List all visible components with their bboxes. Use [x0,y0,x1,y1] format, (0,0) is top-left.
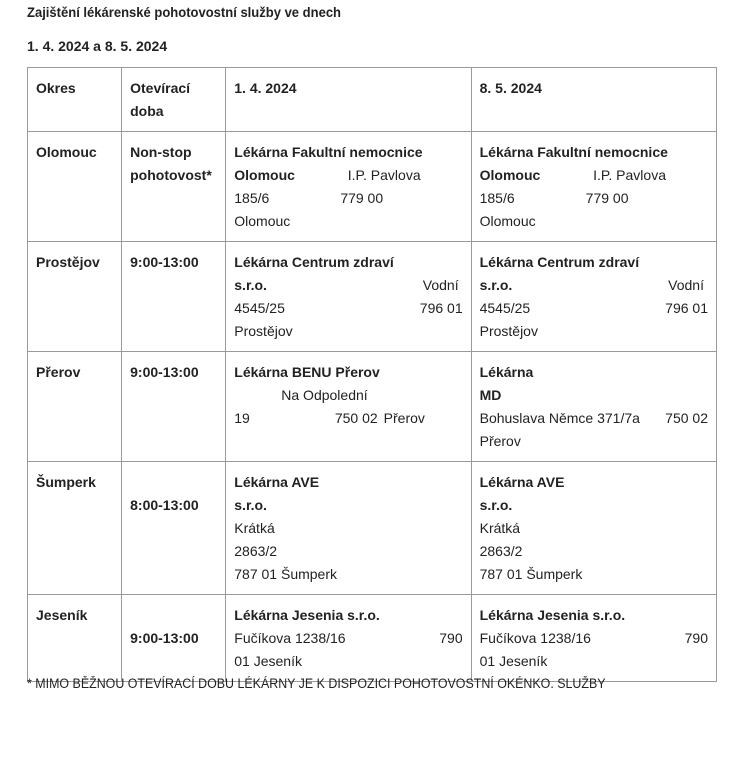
doba-line1: Non-stop [130,144,192,160]
table-row [28,132,717,242]
document-dates: 1. 4. 2024 a 8. 5. 2024 [27,38,168,54]
table-row [28,462,717,595]
pharmacy-line: 796 01 [665,300,708,316]
pharmacy-cell-date2 [471,595,716,682]
pharmacy-line: 4545/25 [234,300,285,316]
pharmacy-line: s.r.o. [234,277,267,293]
table-header-row [28,68,717,132]
pharmacy-line: 19 [234,410,250,426]
pharmacy-cell-date1 [226,595,471,682]
pharmacy-name: Lékárna [479,364,534,380]
pharmacy-cell-date2 [471,242,716,352]
header-date1: 1. 4. 2024 [226,68,471,132]
header-date2: 8. 5. 2024 [471,68,716,132]
pharmacy-schedule-table [27,67,717,682]
okres-cell: Šumperk [28,462,122,595]
pharmacy-name: Lékárna AVE [234,474,320,490]
doba-cell: 9:00-13:00 [122,242,226,352]
pharmacy-line: Olomouc [479,213,536,229]
pharmacy-cell-date1 [226,352,471,462]
pharmacy-name: Lékárna Centrum zdraví [234,254,394,270]
header-doba-line1: Otevírací [130,80,191,96]
pharmacy-cell-date2 [471,132,716,242]
pharmacy-line: Krátká [234,520,275,536]
header-okres: Okres [28,68,122,132]
pharmacy-line: Přerov [383,410,425,426]
pharmacy-line: 779 00 [585,190,629,206]
pharmacy-line: Fučíkova 1238/16 [479,630,591,646]
pharmacy-line: s.r.o. [479,497,513,513]
pharmacy-cell-date1 [226,242,471,352]
pharmacy-line: s.r.o. [479,277,513,293]
pharmacy-cell-date2 [471,352,716,462]
pharmacy-line: Fučíkova 1238/16 [234,630,346,646]
pharmacy-line: 787 01 Šumperk [234,566,337,582]
pharmacy-line: 185/6 [479,190,515,206]
doba-cell [122,132,226,242]
pharmacy-name: Lékárna Fakultní nemocnice [479,144,668,160]
pharmacy-line: 796 01 [419,300,463,316]
doba-line2: pohotovost* [130,167,212,183]
pharmacy-line: 790 [684,630,708,646]
pharmacy-line: Prostějov [234,323,293,339]
pharmacy-line: Olomouc [234,167,295,183]
pharmacy-line: s.r.o. [234,497,267,513]
pharmacy-line: I.P. Pavlova [593,167,666,183]
pharmacy-line: 4545/25 [479,300,531,316]
pharmacy-line: 779 00 [340,190,384,206]
pharmacy-line: Vodní [668,277,704,293]
doba-cell: 9:00-13:00 [122,352,226,462]
pharmacy-line: Olomouc [234,213,291,229]
pharmacy-line: Bohuslava Němce 371/7a [479,410,640,426]
pharmacy-line: Olomouc [479,167,541,183]
table-row [28,242,717,352]
pharmacy-name: Lékárna Jesenia s.r.o. [234,607,380,623]
okres-cell: Jeseník [28,595,122,682]
doba-value: 9:00-13:00 [130,630,199,646]
pharmacy-line: I.P. Pavlova [347,167,421,183]
okres-cell: Olomouc [28,132,122,242]
pharmacy-line: 185/6 [234,190,270,206]
pharmacy-name: Lékárna AVE [479,474,565,490]
pharmacy-line: 750 02 [665,410,708,426]
pharmacy-line: 2863/2 [479,543,523,559]
pharmacy-line: Na Odpolední [281,387,368,403]
pharmacy-line: Přerov [479,433,521,449]
pharmacy-cell-date1 [226,132,471,242]
table-row [28,595,717,682]
pharmacy-line: 790 [439,630,463,646]
pharmacy-name: Lékárna Fakultní nemocnice [234,144,423,160]
doba-cell [122,462,226,595]
header-doba-line2: doba [130,103,164,119]
doba-cell [122,595,226,682]
pharmacy-line: Vodní [422,277,459,293]
pharmacy-line: MD [479,387,502,403]
pharmacy-line: Krátká [479,520,521,536]
pharmacy-cell-date2 [471,462,716,595]
pharmacy-name: Lékárna Centrum zdraví [479,254,640,270]
pharmacy-line: 01 Jeseník [234,653,302,669]
pharmacy-line: 787 01 Šumperk [479,566,583,582]
pharmacy-line: 2863/2 [234,543,278,559]
header-oteviraci-doba [122,68,226,132]
doba-value: 8:00-13:00 [130,497,199,513]
pharmacy-line: 01 Jeseník [479,653,548,669]
document-title: Zajištění lékárenské pohotovostní služby ve dnech [27,4,342,20]
pharmacy-line: 750 02 [334,410,378,426]
pharmacy-name: Lékárna BENU Přerov [234,364,380,380]
pharmacy-line: Prostějov [479,323,538,339]
footnote: * MIMO BĚŽNOU OTEVÍRACÍ DOBU LÉKÁRNY JE K DISPOZICI POHOTOVOSTNÍ OKÉNKO. SLUŽBY [27,676,606,691]
pharmacy-name: Lékárna Jesenia s.r.o. [479,607,626,623]
table-row [28,352,717,462]
okres-cell: Prostějov [28,242,122,352]
okres-cell: Přerov [28,352,122,462]
pharmacy-cell-date1 [226,462,471,595]
